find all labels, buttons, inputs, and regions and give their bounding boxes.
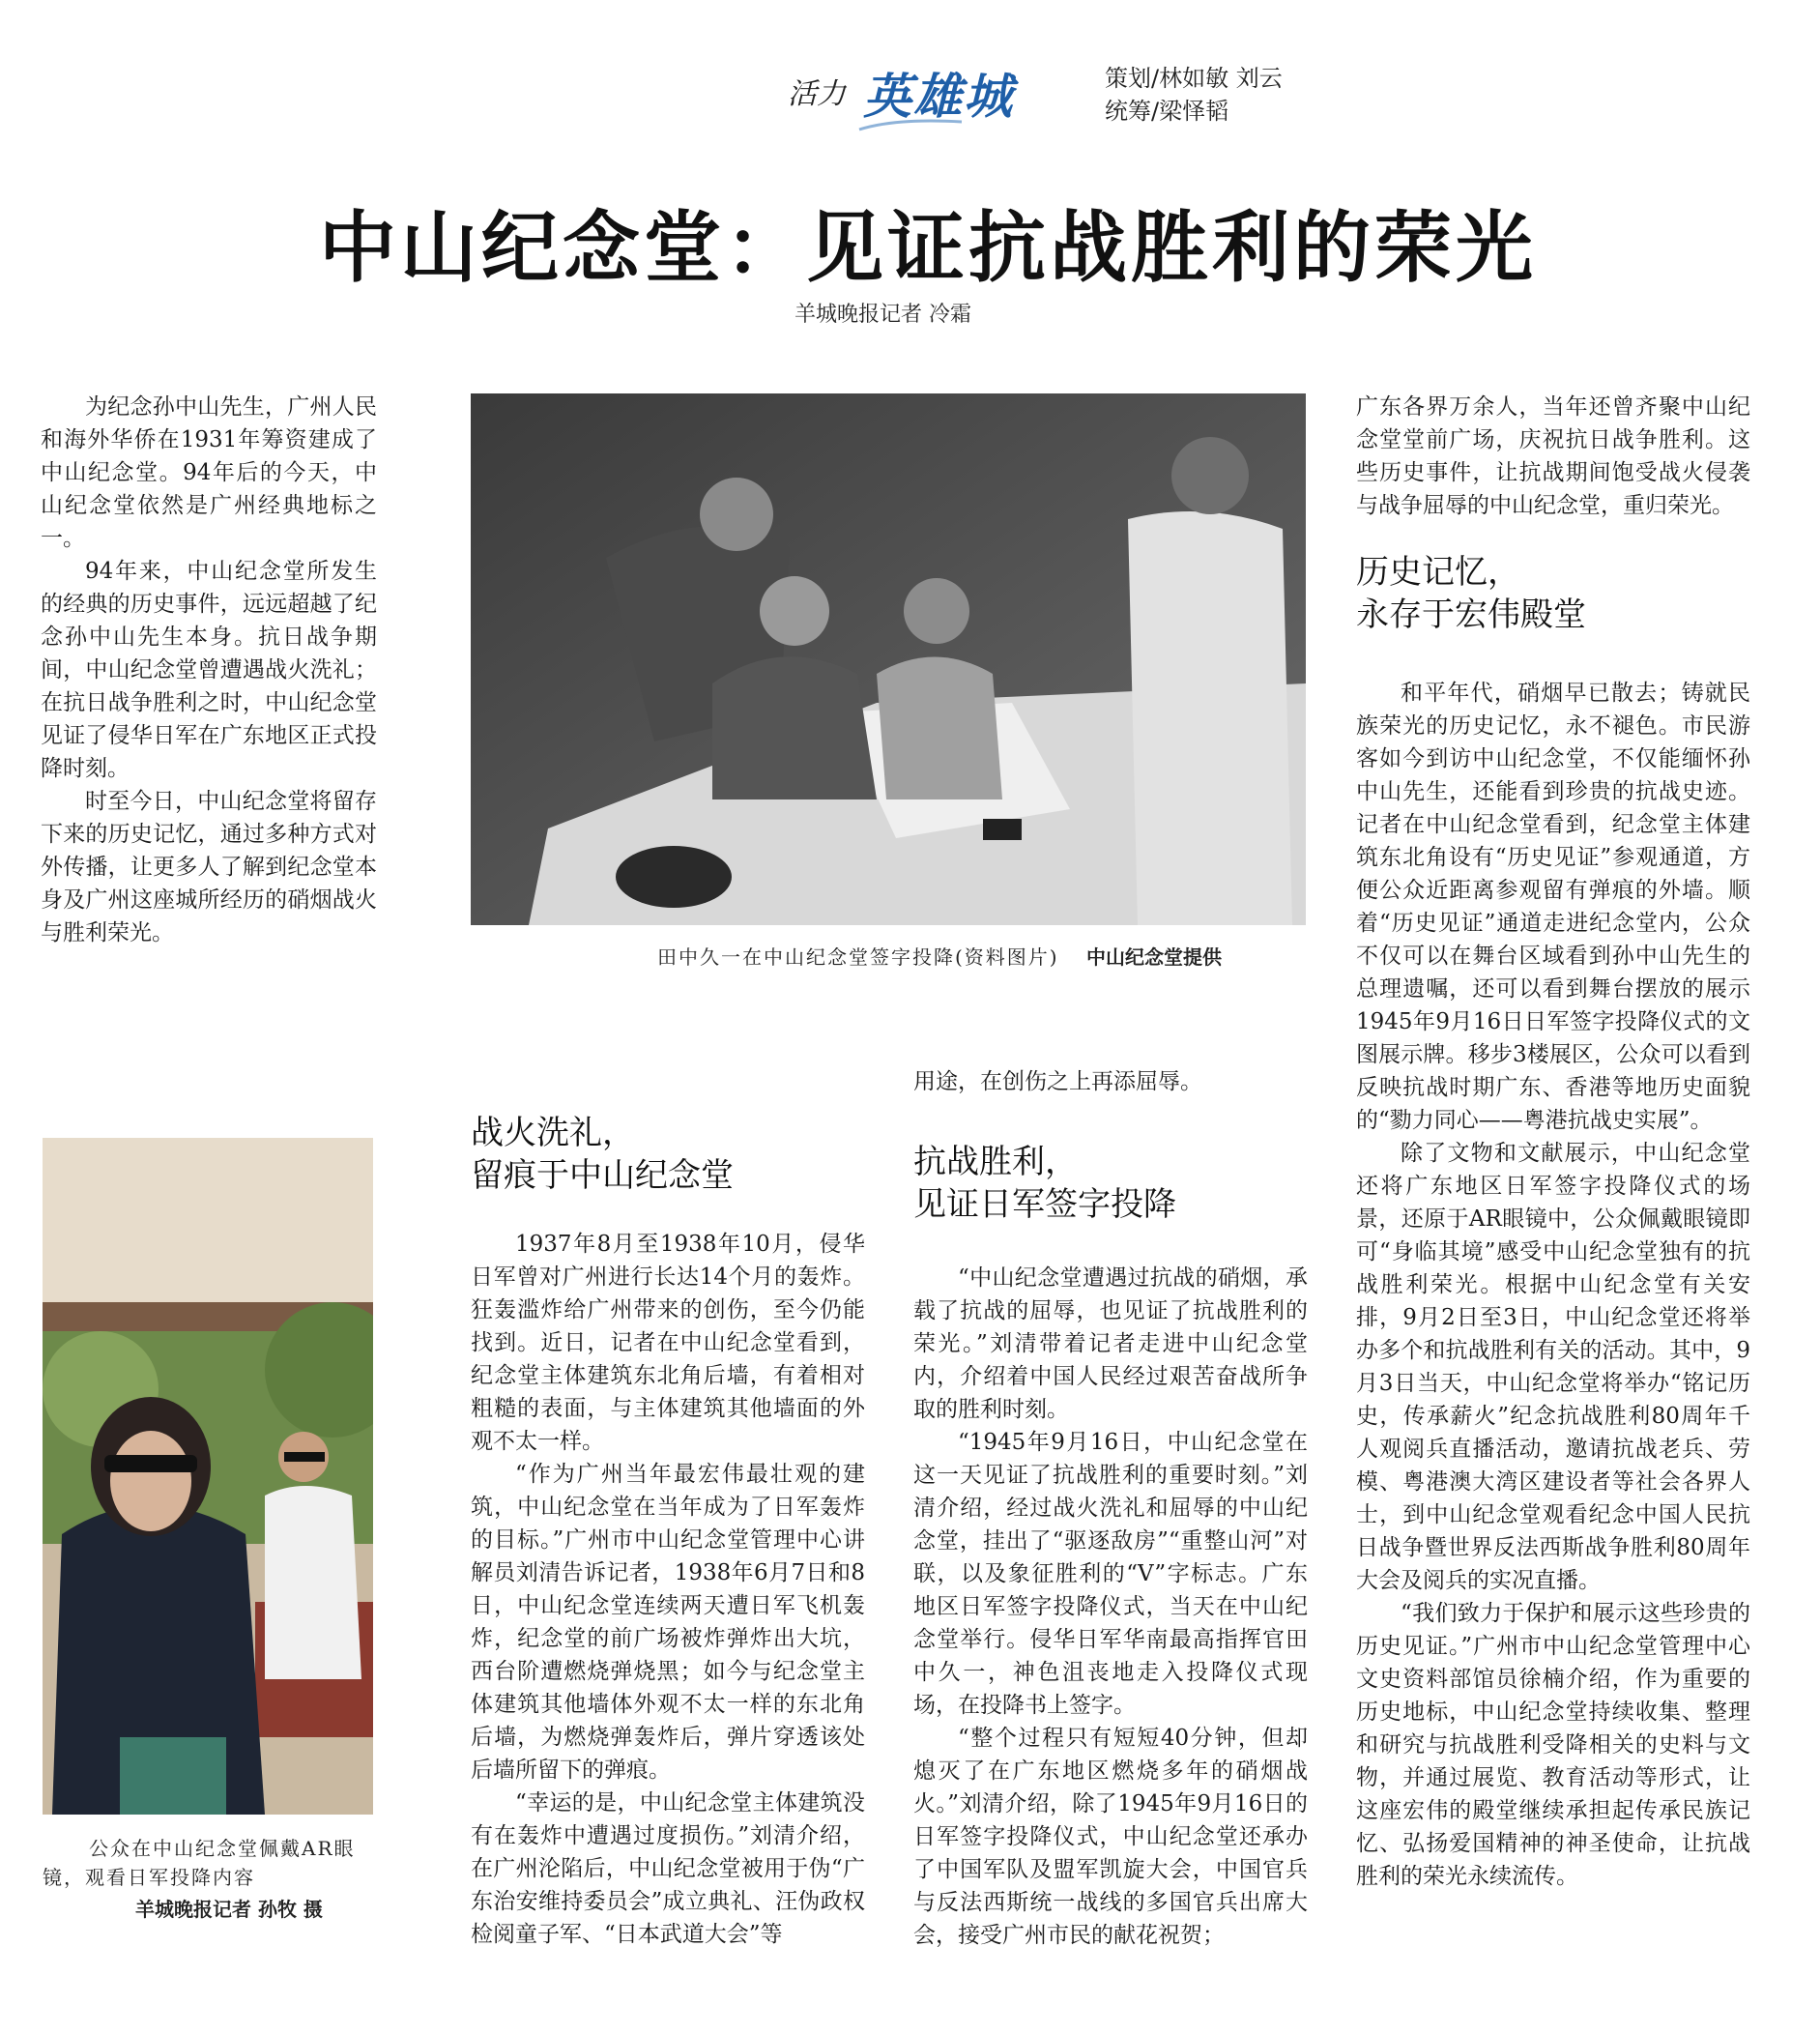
side-photo-credit: [135, 1895, 323, 1924]
surrender-signing-image: [471, 393, 1306, 925]
section-brand-small: 活力: [788, 77, 846, 111]
section1-paragraph: 1937年8月至1938年10月，侵华日军曾对广州进行长达14个月的轰炸。狂轰滥炸给广州带来的创伤，至今仍能找到。近日，记者在中山纪念堂看到，纪念堂主体建筑东北角后墙，有着相对粗糙的表面，与主体建筑其他墙面的外观不太一样。: [471, 1232, 865, 1454]
section2-paragraph: “整个过程只有短短40分钟，但却熄灭了在广东地区燃烧多年的硝烟战火。”刘清介绍，除了1945年9月16日的日军签字投降仪式，中山纪念堂还承办了中国军队及盟军凯旋大会，中国官兵与反法西斯统一战线的多国官兵出席大会，接受广州市民的献花祝贺；: [913, 1726, 1308, 1948]
coordinator-credit: 统筹/梁怿韬: [1105, 98, 1229, 125]
section3-paragraph: 除了文物和文献展示，中山纪念堂还将广东地区日军签字投降仪式的场景，还原于AR眼镜中，公众佩戴眼镜即可“身临其境”感受中山纪念堂独有的抗战胜利荣光。根据中山纪念堂有关安排，9月2日至3日，中山纪念堂还将举办多个和抗战胜利有关的活动。其中，9月3日当天，中山纪念堂将举办“铭记历史，传承薪火”纪念抗战胜利80周年千人观阅兵直播活动，邀请抗战老兵、劳模、粤港澳大湾区建设者等社会各界人士，到中山纪念堂观看纪念中国人民抗日战争暨世界反法西斯战争胜利80周年大会及阅兵的实况直播。: [1356, 1141, 1750, 1593]
section1-heading-line2: 留痕于中山纪念堂: [471, 1156, 734, 1195]
main-photo-caption-text: 田中久一在中山纪念堂签字投降(资料图片): [657, 945, 1059, 969]
side-photo-caption-text: 公众在中山纪念堂佩戴AR眼镜，观看日军投降内容: [43, 1837, 356, 1889]
section2-heading: [913, 1141, 1176, 1226]
side-photo-credit-text: 羊城晚报记者 孙牧 摄: [135, 1898, 323, 1921]
side-photo-caption: [43, 1834, 379, 1892]
section1-paragraph: “幸运的是，中山纪念堂主体建筑没有在轰炸中遭遇过度损伤。”刘清介绍，在广州沦陷后，中山纪念堂被用于伪“广东治安维持委员会”成立典礼、汪伪政权检阅童子军、“日本武道大会”等: [471, 1790, 865, 1947]
section3-heading: [1356, 551, 1586, 636]
intro-paragraph: 为纪念孙中山先生，广州人民和海外华侨在1931年筹资建成了中山纪念堂。94年后的今天，中山纪念堂依然是广州经典地标之一。: [41, 394, 377, 551]
section1-heading: [471, 1112, 734, 1197]
section3-paragraph: 和平年代，硝烟早已散去；铸就民族荣光的历史记忆，永不褪色。市民游客如今到访中山纪念堂，不仅能缅怀孙中山先生，还能看到珍贵的抗战史迹。记者在中山纪念堂看到，纪念堂主体建筑东北角设有“历史见证”参观通道，方便公众近距离参观留有弹痕的外墙。顺着“历史见证”通道走进纪念堂内，公众不仅可以在舞台区域看到孙中山先生的总理遗嘱，还可以看到舞台摆放的展示1945年9月16日日军签字投降仪式的文图展示牌。移步3楼展区，公众可以看到反映抗战时期广东、香港等地历史面貌的“勠力同心——粤港抗战史实展”。: [1356, 681, 1750, 1133]
section-masthead: [788, 58, 1058, 135]
section2-column: [913, 1262, 1308, 1952]
section2-lead-in-text: 用途，在创伤之上再添屈辱。: [913, 1069, 1202, 1094]
byline: 羊城晚报记者 冷霜: [794, 303, 971, 327]
ar-glasses-photo: [43, 1138, 373, 1815]
surrender-signing-photo: [471, 393, 1306, 925]
brand-swoosh-icon: [857, 114, 964, 135]
main-photo-caption: [657, 943, 1314, 972]
intro-paragraph: 94年来，中山纪念堂所发生的经典的历史事件，远远超越了纪念孙中山先生本身。抗日战争期间，中山纪念堂曾遭遇战火洗礼；在抗日战争胜利之时，中山纪念堂见证了侵华日军在广东地区正式投降时刻。: [41, 559, 377, 781]
section1-paragraph: “作为广州当年最宏伟最壮观的建筑，中山纪念堂在当年成为了日军轰炸的目标。”广州市中山纪念堂管理中心讲解员刘清告诉记者，1938年6月7日和8日，中山纪念堂连续两天遭日军飞机轰炸，纪念堂的前广场被炸弹炸出大坑，西台阶遭燃烧弹烧黑；如今与纪念堂主体建筑其他墙体外观不太一样的东北角后墙，为燃烧弹轰炸后，弹片穿透该处后墙所留下的弹痕。: [471, 1462, 865, 1783]
section-brand-title: 英雄城: [863, 69, 1014, 125]
headline: 中山纪念堂：见证抗战胜利的荣光: [319, 202, 1537, 293]
main-photo-credit: 中山纪念堂提供: [1085, 945, 1222, 969]
section3-lead-in-text: 广东各界万余人，当年还曾齐聚中山纪念堂堂前广场，庆祝抗日战争胜利。这些历史事件，让抗战期间饱受战火侵袭与战争屈辱的中山纪念堂，重归荣光。: [1356, 394, 1750, 518]
planner-credit: 策划/林如敏 刘云: [1105, 65, 1283, 92]
intro-column: [41, 391, 377, 949]
section2-lead-in: [913, 1065, 1308, 1098]
section2-paragraph: “1945年9月16日，中山纪念堂在这一天见证了抗战胜利的重要时刻。”刘清介绍，经过战火洗礼和屈辱的中山纪念堂，挂出了“驱逐敌房”“重整山河”对联，以及象征胜利的“V”字标志。广东地区日军签字投降仪式，当天在中山纪念堂举行。侵华日军华南最高指挥官田中久一，神色沮丧地走入投降仪式现场，在投降书上签字。: [913, 1430, 1308, 1718]
intro-paragraph: 时至今日，中山纪念堂将留存下来的历史记忆，通过多种方式对外传播，让更多人了解到纪念堂本身及广州这座城所经历的硝烟战火与胜利荣光。: [41, 789, 377, 945]
ar-glasses-image: [43, 1138, 373, 1815]
section1-heading-line1: 战火洗礼，: [471, 1114, 635, 1152]
section3-column: [1356, 677, 1750, 1893]
section3-heading-line1: 历史记忆，: [1356, 553, 1520, 592]
section2-paragraph: “中山纪念堂遭遇过抗战的硝烟，承载了抗战的屈辱，也见证了抗战胜利的荣光。”刘清带着记者走进中山纪念堂内，介绍着中国人民经过艰苦奋战所争取的胜利时刻。: [913, 1265, 1308, 1422]
section1-column: [471, 1228, 865, 1951]
editor-credits: [1105, 62, 1283, 128]
section3-lead-in: [1356, 391, 1750, 522]
section3-heading-line2: 永存于宏伟殿堂: [1356, 596, 1586, 634]
section2-heading-line1: 抗战胜利，: [913, 1143, 1078, 1181]
section2-heading-line2: 见证日军签字投降: [913, 1185, 1176, 1224]
section3-paragraph: “我们致力于保护和展示这些珍贵的历史见证。”广州市中山纪念堂管理中心文史资料部馆员徐楠介绍，作为重要的历史地标，中山纪念堂持续收集、整理和研究与抗战胜利受降相关的史料与文物，并通过展览、教育活动等形式，让这座宏伟的殿堂继续承担起传承民族记忆、弘扬爱国精神的神圣使命，让抗战胜利的荣光永续流传。: [1356, 1601, 1750, 1889]
